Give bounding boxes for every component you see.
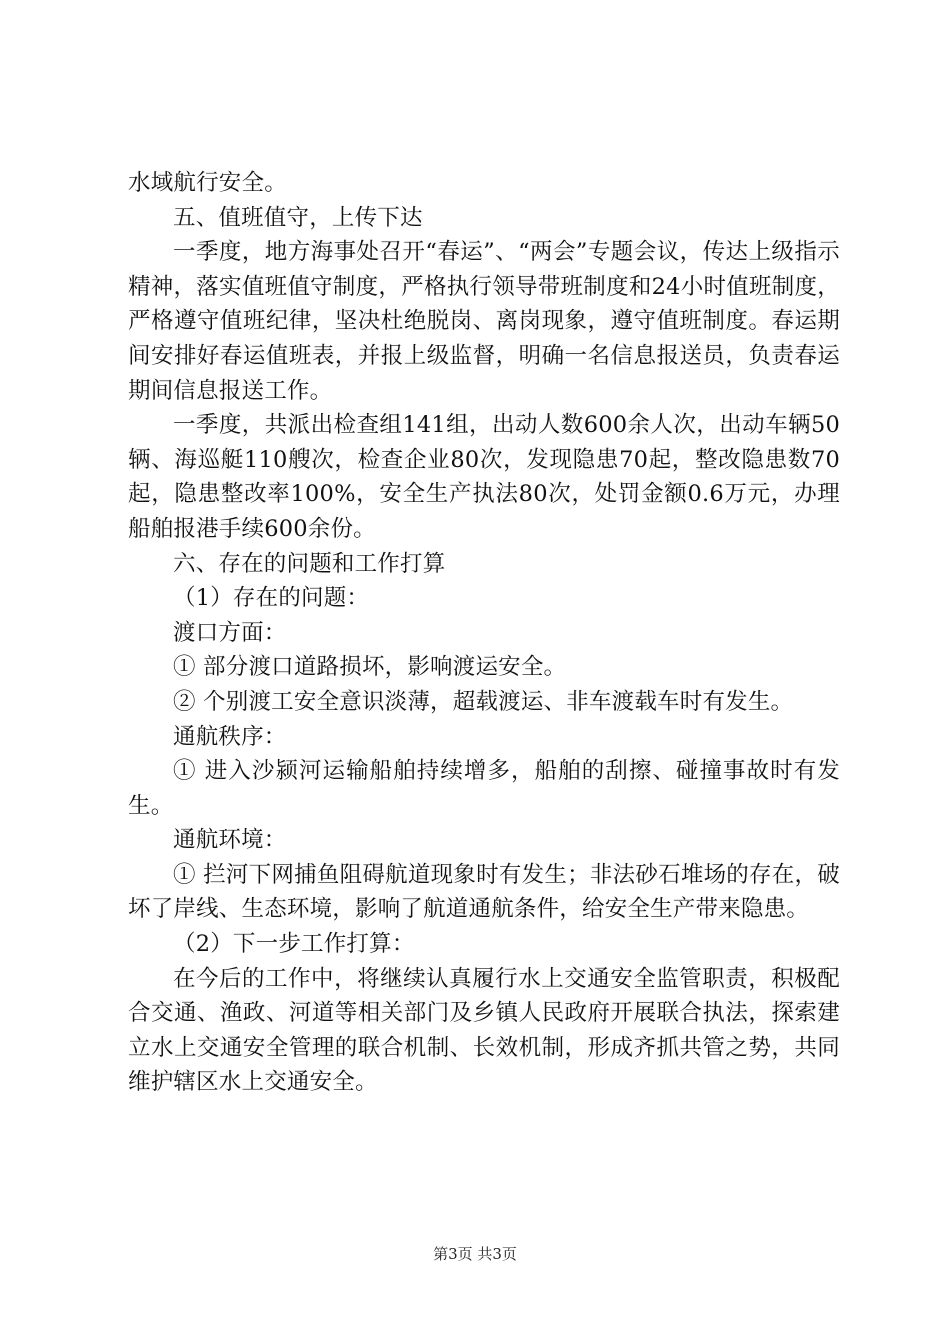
section-heading-duty: 五、值班值守，上传下达 bbox=[173, 204, 423, 231]
paragraph-inspection-stats: 一季度，共派出检查组141组，出动人数600余人次，出动车辆50辆、海巡艇110艘次，检查企业80次，发现隐患70起，整改隐患数70起，隐患整改率100%，安全生产执法80次，处罚金额0.6万元，办理船舶报港手续600余份。 bbox=[128, 412, 840, 542]
paragraph-continuation: 水域航行安全。 bbox=[128, 170, 287, 196]
list-item-navigation-order-1: ① 进入沙颍河运输船舶持续增多，船舶的刮擦、碰撞事故时有发生。 bbox=[128, 758, 840, 819]
label-navigation-order: 通航秩序： bbox=[173, 723, 287, 750]
label-ferry: 渡口方面： bbox=[173, 619, 287, 646]
paragraph-next-steps: 在今后的工作中，将继续认真履行水上交通安全监管职责，积极配合交通、渔政、河道等相关部门及乡镇人民政府开展联合执法，探索建立水上交通安全管理的联合机制、长效机制，形成齐抓共管之势，共同维护辖区水上交通安全。 bbox=[128, 965, 840, 1096]
document-body bbox=[128, 166, 840, 1100]
label-navigation-environment: 通航环境： bbox=[173, 827, 287, 854]
subheading-existing-problems: （1）存在的问题： bbox=[173, 585, 370, 612]
list-item-ferry-1: ① 部分渡口道路损坏，影响渡运安全。 bbox=[173, 654, 567, 681]
page-number-footer: 第3页 共3页 bbox=[433, 1245, 517, 1263]
section-heading-problems: 六、存在的问题和工作打算 bbox=[173, 550, 446, 577]
subheading-next-steps: （2）下一步工作打算： bbox=[173, 931, 415, 958]
paragraph-duty-system: 一季度，地方海事处召开“春运”、“两会”专题会议，传达上级指示精神，落实值班值守制度，严格执行领导带班制度和24小时值班制度，严格遵守值班纪律，坚决杜绝脱岗、离岗现象，遵守值班制度。春运期间安排好春运值班表，并报上级监督，明确一名信息报送员，负责春运期间信息报送工作。 bbox=[128, 239, 840, 404]
list-item-ferry-2: ② 个别渡工安全意识淡薄，超载渡运、非车渡载车时有发生。 bbox=[173, 688, 794, 715]
list-item-navigation-environment-1: ① 拦河下网捕鱼阻碍航道现象时有发生；非法砂石堆场的存在，破坏了岸线、生态环境，影响了航道通航条件，给安全生产带来隐患。 bbox=[128, 861, 840, 923]
